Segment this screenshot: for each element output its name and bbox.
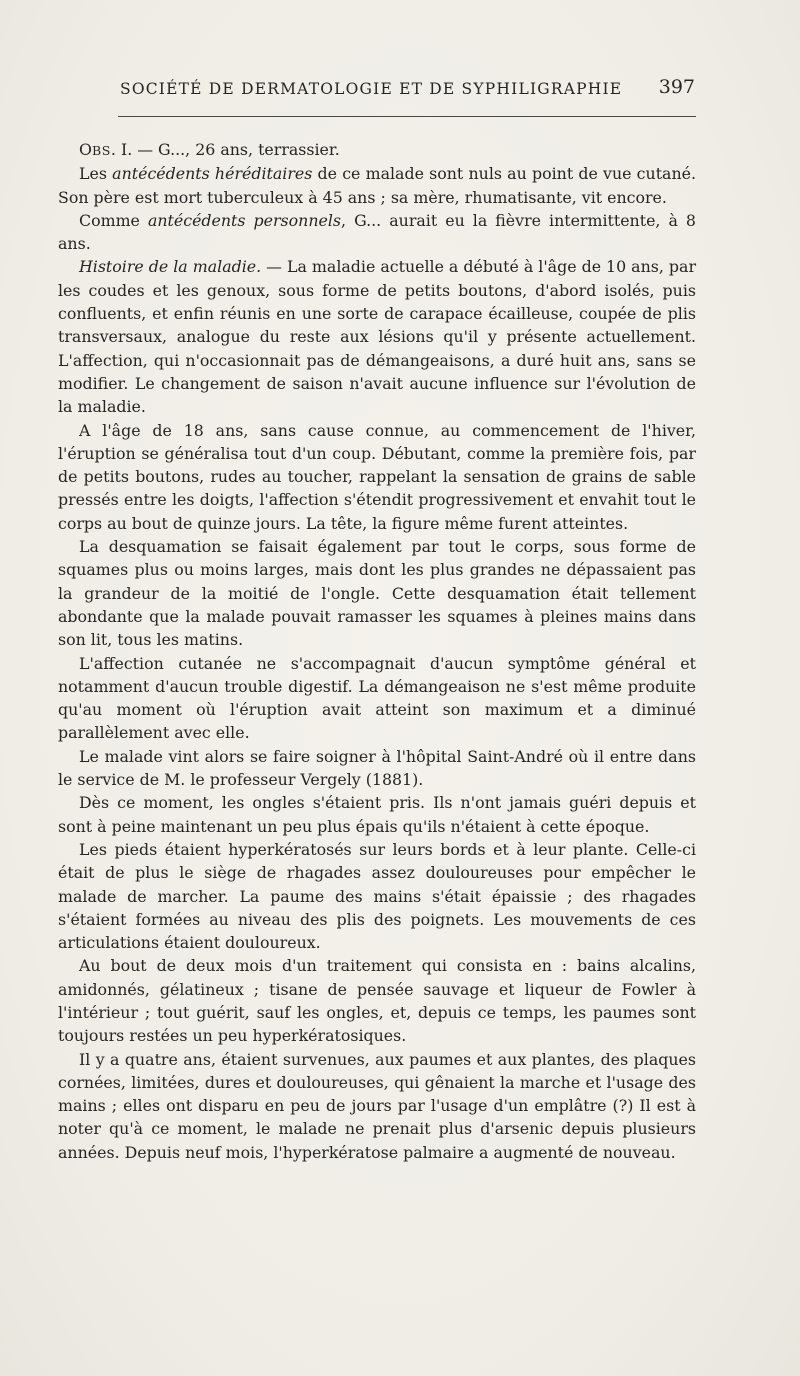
text-run: — La maladie actuelle a débuté à l'âge de 10 ans, par les coudes et les genoux, sous forme de petits boutons, d'abord isolés, puis confluents, et enfin réunis en une sorte de carapace écailleuse, coupée de plis transversaux, analogue du reste aux lésions qu'il y présente actuellement. L'affection, qui n'occasionnait pas de démangeaisons, a duré huit ans, sans se modifier. Le changement de saison n'avait aucune influence sur l'évolution de la maladie. xyxy=(58,257,697,417)
obs-small-caps: BS xyxy=(91,143,111,158)
paragraph-obs xyxy=(58,138,696,162)
italic-term: antécédents héréditaires xyxy=(112,164,313,184)
paragraph: L'affection cutanée ne s'accompagnait d'aucun symptôme général et notamment d'aucun trouble digestif. La démangeaison ne s'est même produite qu'au moment où l'éruption avait atteint son maximum et a diminué parallèlement avec elle. xyxy=(58,653,696,743)
header-rule xyxy=(118,116,696,117)
text-run: Comme xyxy=(79,210,148,230)
paragraph: A l'âge de 18 ans, sans cause connue, au commencement de l'hiver, l'éruption se généralisa tout d'un coup. Débutant, comme la première fois, par de petits boutons, rudes au toucher, rappelant la sensation de grains de sable pressés entre les doigts, l'affection s'étendit progressivement et envahit tout le corps au bout de quinze jours. La tête, la figure même furent atteintes. xyxy=(58,420,696,533)
paragraph: Il y a quatre ans, étaient survenues, aux paumes et aux plantes, des plaques cornées, limitées, dures et douloureuses, qui gênaient la marche et l'usage des mains ; elles ont disparu en peu de jours par l'usage d'un emplâtre (?) Il est à noter qu'à ce moment, le malade ne prenait plus d'arsenic depuis plusieurs années. Depuis neuf mois, l'hyperkératose palmaire a augmenté de nouveau. xyxy=(58,1049,696,1162)
paragraph: Les pieds étaient hyperkératosés sur leurs bords et à leur plante. Celle-ci était de plus le siège de rhagades assez douloureuses pour empêcher le malade de marcher. La paume des mains s'était épaissie ; des rhagades s'étaient formées au niveau des plis des poignets. Les mouvements de ces articulations étaient douloureux. xyxy=(58,839,696,953)
page-number: 397 xyxy=(658,76,695,98)
text-run: , G... aurait eu la fièvre intermittente, à 8 ans. xyxy=(58,210,696,254)
paragraph: La desquamation se faisait également par tout le corps, sous forme de squames plus ou moins larges, mais dont les plus grandes ne dépassaient pas la grandeur de la moitié de l'ongle. Cette desquamation était tellement abondante que la malade pouvait ramasser les squames à pleines mains dans son lit, tous les matins. xyxy=(58,537,696,650)
text-run: Les xyxy=(79,164,113,184)
paragraph: Le malade vint alors se faire soigner à l'hôpital Saint-André où il entre dans le service de M. le professeur Vergely (1881). xyxy=(58,746,696,790)
article-body xyxy=(58,138,696,1164)
section-heading: Histoire de la maladie. xyxy=(79,257,262,277)
obs-lead: O xyxy=(79,140,92,159)
text-run: de ce malade sont nuls au point de vue cutané. Son père est mort tuberculeux à 45 ans ; sa mère, rhumatisante, vit encore. xyxy=(58,164,696,207)
paragraph-histoire xyxy=(58,255,696,418)
obs-rest: . I. — G..., 26 ans, terrassier. xyxy=(110,140,340,159)
paragraph-antecedents-personnels xyxy=(58,209,696,256)
running-header xyxy=(120,76,695,104)
paragraph: Dès ce moment, les ongles s'étaient pris. Ils n'ont jamais guéri depuis et sont à peine maintenant un peu plus épais qu'ils n'étaient à cette époque. xyxy=(58,793,696,836)
paragraph-antecedents-hereditaires xyxy=(58,162,696,209)
paragraph: Au bout de deux mois d'un traitement qui consista en : bains alcalins, amidonnés, gélatineux ; tisane de pensée sauvage et liqueur de Fowler à l'intérieur ; tout guérit, sauf les ongles, et, depuis ce temps, les paumes sont toujours restées un peu hyperkératosiques. xyxy=(58,956,696,1046)
italic-term: antécédents personnels xyxy=(147,210,342,230)
header-title: SOCIÉTÉ DE DERMATOLOGIE ET DE SYPHILIGRAPHIE xyxy=(120,80,623,98)
